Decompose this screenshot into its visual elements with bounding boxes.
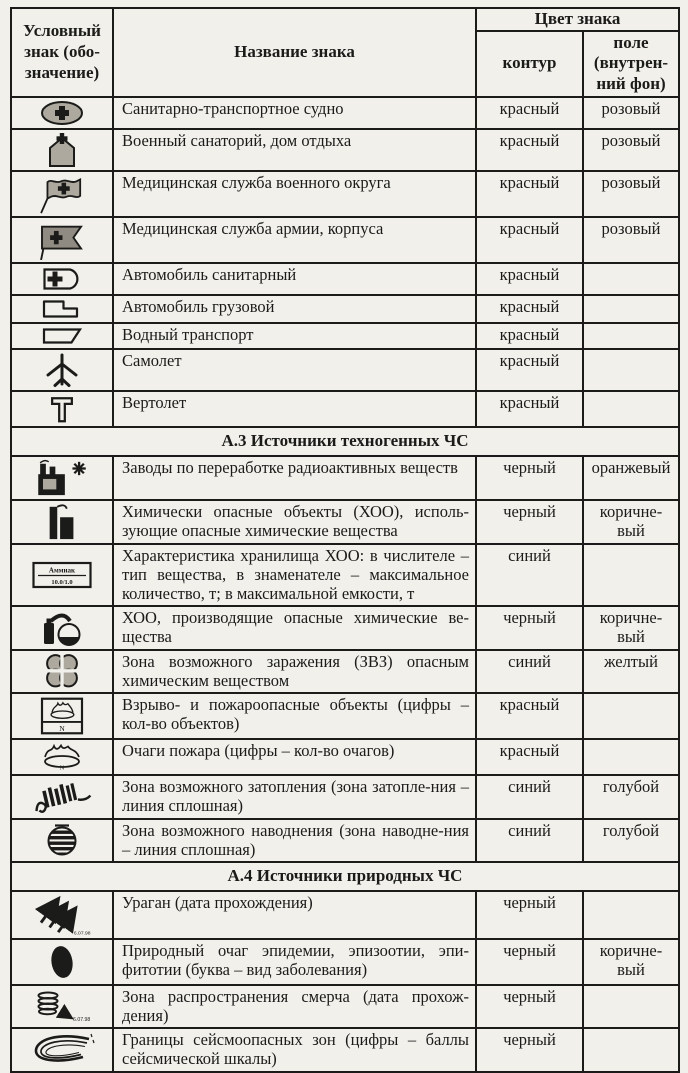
- header-symbol-column: Условный знак (обо-значение): [11, 8, 113, 97]
- symbol-cell: [11, 650, 113, 693]
- contour-color-value: красный: [476, 171, 583, 217]
- symbols-legend-table: [10, 7, 680, 1073]
- contour-color-value: черный: [476, 500, 583, 544]
- symbol-cell: [11, 295, 113, 323]
- header-row-1: [11, 8, 679, 31]
- symbol-cell: [11, 693, 113, 739]
- field-color-value: розовый: [583, 171, 679, 217]
- cargo-truck-icon: [40, 298, 84, 320]
- natural-epidemic-focus-icon: [48, 942, 76, 982]
- field-color-value: коричне-вый: [583, 939, 679, 985]
- airplane-icon: [42, 352, 82, 388]
- sign-name: Автомобиль санитарный: [113, 263, 476, 295]
- chemical-production-retort-icon: [39, 609, 85, 647]
- seismic-zone-borders-icon: [29, 1031, 95, 1069]
- symbol-cell: [11, 500, 113, 544]
- contour-color-value: красный: [476, 295, 583, 323]
- water-transport-icon: [40, 326, 84, 346]
- field-color-value: голубой: [583, 819, 679, 862]
- symbol-row: [11, 775, 679, 819]
- symbol-cell: [11, 985, 113, 1028]
- symbol-cell: [11, 819, 113, 862]
- symbol-row: [11, 739, 679, 775]
- header-name-column: Название знака: [113, 8, 476, 97]
- header-contour-column: контур: [476, 31, 583, 97]
- field-color-value: [583, 739, 679, 775]
- flooding-zone-icon: [31, 778, 93, 816]
- section-title: А.3 Источники техногенных ЧС: [11, 427, 679, 456]
- symbol-table-body: [11, 97, 679, 1072]
- sign-name: Зона возможного заражения (ЗВЗ) опасным химическим веществом: [113, 650, 476, 693]
- sign-name: Зона возможного затопления (зона затопле-ния – линия сплошная): [113, 775, 476, 819]
- symbol-row: [11, 456, 679, 500]
- symbol-cell: [11, 217, 113, 263]
- field-color-value: [583, 295, 679, 323]
- sign-name: Очаги пожара (цифры – кол-во очагов): [113, 739, 476, 775]
- symbol-row: [11, 263, 679, 295]
- military-district-medical-flag-icon: [35, 174, 89, 214]
- symbol-row: [11, 544, 679, 606]
- field-color-value: [583, 693, 679, 739]
- army-medical-flag-icon: [34, 220, 90, 260]
- explosive-fire-objects-icon: [37, 696, 87, 736]
- svg-text:6.07.98: 6.07.98: [73, 1017, 90, 1024]
- field-color-value: [583, 323, 679, 349]
- svg-text:10.0/1.0: 10.0/1.0: [51, 578, 73, 586]
- sign-name: Взрыво- и пожароопасные объекты (цифры – кол-во объектов): [113, 693, 476, 739]
- symbol-row: [11, 295, 679, 323]
- flood-zone-icon: [46, 823, 78, 857]
- symbol-cell: [11, 171, 113, 217]
- contour-color-value: синий: [476, 544, 583, 606]
- symbol-cell: [11, 775, 113, 819]
- contour-color-value: красный: [476, 129, 583, 171]
- symbol-row: [11, 391, 679, 427]
- contour-color-value: красный: [476, 263, 583, 295]
- sign-name: Самолет: [113, 349, 476, 391]
- symbol-cell: [11, 391, 113, 427]
- symbol-cell: [11, 323, 113, 349]
- field-color-value: [583, 263, 679, 295]
- sign-name: Санитарно-транспортное судно: [113, 97, 476, 129]
- section-row: [11, 862, 679, 891]
- sign-name: Природный очаг эпидемии, эпизоотии, эпи-фитотии (буква – вид заболевания): [113, 939, 476, 985]
- radioactive-plant-icon: [31, 459, 93, 497]
- contour-color-value: черный: [476, 939, 583, 985]
- sanitary-ship-icon: [36, 100, 88, 126]
- sign-name: Заводы по переработке радиоактивных веществ: [113, 456, 476, 500]
- sign-name: Зона распространения смерча (дата прохож-дения): [113, 985, 476, 1028]
- contour-color-value: черный: [476, 1028, 583, 1072]
- contour-color-value: красный: [476, 349, 583, 391]
- field-color-value: желтый: [583, 650, 679, 693]
- hurricane-icon: [33, 894, 91, 936]
- contour-color-value: красный: [476, 217, 583, 263]
- symbol-row: [11, 650, 679, 693]
- tornado-zone-icon: [34, 989, 90, 1023]
- symbol-row: [11, 891, 679, 939]
- symbol-row: [11, 129, 679, 171]
- sign-name: Медицинская служба военного округа: [113, 171, 476, 217]
- sign-name: Водный транспорт: [113, 323, 476, 349]
- symbol-cell: [11, 739, 113, 775]
- ambulance-icon: [40, 266, 84, 292]
- header-color-group: Цвет знака: [476, 8, 679, 31]
- symbol-cell: [11, 349, 113, 391]
- chemical-plant-icon: [40, 503, 84, 541]
- svg-text:N: N: [59, 764, 65, 772]
- symbol-row: [11, 939, 679, 985]
- contour-color-value: красный: [476, 97, 583, 129]
- contour-color-value: синий: [476, 650, 583, 693]
- contour-color-value: черный: [476, 606, 583, 650]
- contour-color-value: черный: [476, 891, 583, 939]
- symbol-row: [11, 323, 679, 349]
- contour-color-value: черный: [476, 985, 583, 1028]
- symbol-cell: [11, 1028, 113, 1072]
- fire-sites-icon: [36, 742, 88, 772]
- field-color-value: розовый: [583, 217, 679, 263]
- field-color-value: розовый: [583, 97, 679, 129]
- sign-name: Вертолет: [113, 391, 476, 427]
- sign-name: Медицинская служба армии, корпуса: [113, 217, 476, 263]
- contour-color-value: красный: [476, 739, 583, 775]
- sign-name: Характеристика хранилища ХОО: в числителе – тип вещества, в знаменателе – максимальное количество, т; в максимальной емкости, т: [113, 544, 476, 606]
- field-color-value: коричне-вый: [583, 606, 679, 650]
- sign-name: Военный санаторий, дом отдыха: [113, 129, 476, 171]
- sign-name: ХОО, производящие опасные химические ве-щества: [113, 606, 476, 650]
- svg-text:N: N: [59, 723, 65, 733]
- symbol-row: [11, 349, 679, 391]
- sign-name: Химически опасные объекты (ХОО), исполь-зующие опасные химические вещества: [113, 500, 476, 544]
- symbol-row: [11, 606, 679, 650]
- symbol-cell: [11, 606, 113, 650]
- field-color-value: [583, 544, 679, 606]
- symbol-row: [11, 97, 679, 129]
- table-header: [11, 8, 679, 97]
- svg-text:Аммиак: Аммиак: [48, 566, 76, 575]
- symbol-row: [11, 217, 679, 263]
- header-field-column: поле (внутрен-ний фон): [583, 31, 679, 97]
- sign-name: Зона возможного наводнения (зона наводне-ния – линия сплошная): [113, 819, 476, 862]
- contour-color-value: красный: [476, 391, 583, 427]
- contamination-zone-icon: [43, 653, 81, 689]
- helicopter-icon: [45, 394, 79, 424]
- symbol-cell: [11, 939, 113, 985]
- chemical-storage-label-icon: [31, 559, 93, 591]
- symbol-row: [11, 819, 679, 862]
- contour-color-value: красный: [476, 323, 583, 349]
- symbol-cell: [11, 456, 113, 500]
- symbol-cell: [11, 97, 113, 129]
- field-color-value: коричне-вый: [583, 500, 679, 544]
- sign-name: Автомобиль грузовой: [113, 295, 476, 323]
- symbol-row: [11, 693, 679, 739]
- symbol-cell: [11, 263, 113, 295]
- contour-color-value: черный: [476, 456, 583, 500]
- field-color-value: оранжевый: [583, 456, 679, 500]
- field-color-value: [583, 391, 679, 427]
- field-color-value: [583, 349, 679, 391]
- svg-text:6.07.98: 6.07.98: [73, 931, 91, 936]
- symbol-cell: [11, 891, 113, 939]
- field-color-value: розовый: [583, 129, 679, 171]
- field-color-value: [583, 985, 679, 1028]
- section-row: [11, 427, 679, 456]
- symbol-row: [11, 1028, 679, 1072]
- field-color-value: [583, 1028, 679, 1072]
- symbol-row: [11, 171, 679, 217]
- symbol-cell: [11, 129, 113, 171]
- military-sanatorium-icon: [43, 132, 81, 168]
- contour-color-value: синий: [476, 819, 583, 862]
- symbol-row: [11, 500, 679, 544]
- symbol-row: [11, 985, 679, 1028]
- contour-color-value: красный: [476, 693, 583, 739]
- field-color-value: голубой: [583, 775, 679, 819]
- section-title: А.4 Источники природных ЧС: [11, 862, 679, 891]
- sign-name: Ураган (дата прохождения): [113, 891, 476, 939]
- symbol-cell: [11, 544, 113, 606]
- contour-color-value: синий: [476, 775, 583, 819]
- field-color-value: [583, 891, 679, 939]
- sign-name: Границы сейсмоопасных зон (цифры – баллы сейсмической шкалы): [113, 1028, 476, 1072]
